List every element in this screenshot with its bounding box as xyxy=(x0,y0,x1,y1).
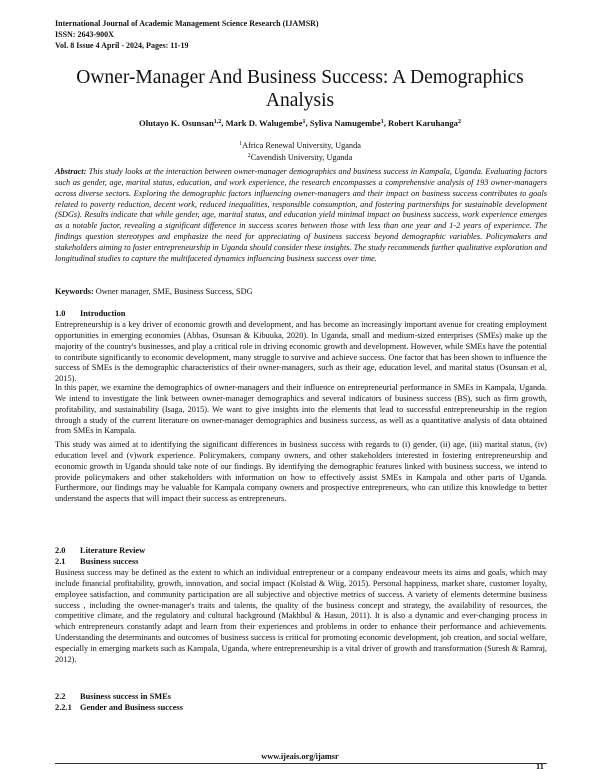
author xyxy=(310,118,388,128)
section-heading-literature-review xyxy=(55,546,145,555)
author-separator: , xyxy=(383,118,389,128)
affiliation-mark: 1 xyxy=(239,141,243,147)
affiliation-mark: 2 xyxy=(247,153,251,159)
author-name: Olutayo K. Osunsan xyxy=(139,118,214,128)
affiliation xyxy=(40,151,560,163)
author-affiliation-mark: 2 xyxy=(457,119,461,125)
page-number: 11 xyxy=(536,762,544,771)
title-line-2: Analysis xyxy=(265,90,335,111)
author xyxy=(388,118,461,128)
section-number: 2.2.1 xyxy=(55,703,72,712)
paragraph-business-success: Business success may be defined as the extent to which an individual entrepreneur or a company endeavour meets its aims and goals, which may include financial profitability, growth, innovation, and social impact (Kolstad & Wiig, 2015). Personal happiness, market share, customer loyalty, employee satisfaction, and community participation are all subjective and objective metrics of success. A variety of elements determine business success , including the owner-manager's traits and talents, the quality of the business concept and strategy, the availability of resources, the competitive climate, and the regulatory and cultural background (Makhbul & Hasun, 2011). It is also a dynamic and ever-changing process in which entrepreneurs constantly adapt and learn from their experiences and problems in order to enhance their performance and achievements. Understanding the determinants and outcomes of business success is critical for promoting economic development, job creation, and social welfare, especially in emerging markets such as Kampala, Uganda, where entrepreneurship is a vital driver of growth and transformation (Suresh & Ramraj, 2012). xyxy=(55,568,547,664)
footer-url[interactable]: www.ijeais.org/ijamsr xyxy=(261,752,339,761)
author xyxy=(226,118,310,128)
section-title: Business success xyxy=(80,557,139,566)
section-number: 2.0 xyxy=(55,546,66,555)
author-name: Mark D. Walugembe xyxy=(225,118,303,128)
author-list xyxy=(40,118,560,128)
paragraph-intro-3: This study was aimed at to identifying the significant differences in business success with regards to (i) gender, (ii) age, (iii) marital status, (iv) education level and (v)work experience. Policymakers, company owners, and other stakeholders interested in fostering entrepreneurship and economic growth in Uganda should take note of our findings. By identifying the demographic features linked with business success, we intend to provide policymakers and other stakeholders with information on how to effectively assist SMEs in Kampala and other parts of Uganda. Furthermore, our findings may be valuable for Kampala company owners and prospective entrepreneurs, who can utilize this knowledge to better understand the aspects that will impact their success as entrepreneurs. xyxy=(55,440,547,504)
author-affiliation-mark: 1 xyxy=(380,119,384,125)
section-heading-introduction xyxy=(55,309,125,318)
affiliation-text: Africa Renewal University, Uganda xyxy=(242,141,361,150)
abstract xyxy=(55,167,547,265)
paper-title xyxy=(40,66,560,112)
paragraph-intro-1: Entrepreneurship is a key driver of economic growth and development, and has become an increasingly important avenue for creating employment opportunities in emerging economies (Abbas, Osunsan & Kibuuka, 2020). In Uganda, small and medium-sized enterprises (SMEs) make up the majority of the country's businesses, and play a critical role in driving economic growth and development. However, while SMEs have the potential to contribute significantly to economic development, many struggle to survive and achieve success. One factor that has been shown to influence the success of SMEs is the demographic characteristics of their owner-managers, such as their age, education level, and marital status (Osunsan et al, 2015). xyxy=(55,320,547,384)
abstract-label: Abstract: xyxy=(55,167,87,176)
section-heading-gender-business-success xyxy=(55,703,183,712)
section-heading-business-success-smes xyxy=(55,692,171,701)
section-number: 2.1 xyxy=(55,557,66,566)
affiliations xyxy=(40,139,560,163)
author-separator: , xyxy=(221,118,226,128)
author xyxy=(139,118,226,128)
journal-name: International Journal of Academic Management Science Research (IJAMSR) xyxy=(55,19,319,28)
keywords-label: Keywords: xyxy=(55,287,94,296)
paragraph-intro-2: In this paper, we examine the demographics of owner-managers and their influence on entrepreneurial performance in SMEs in Kampala, Uganda. We intend to investigate the link between owner-manager demographics and several indicators of business success (BS), such as firm growth, profitability, and sustainability (Isaga, 2015). We want to give insights into the elements that lead to successful entrepreneurship in the region through a study of the current literature on owner-manager demographics and business success, as well as a quantitative analysis of data obtained from SMEs in Kampala. xyxy=(55,383,547,436)
author-separator: , xyxy=(305,118,310,128)
author-name: Robert Karuhanga xyxy=(388,118,458,128)
keywords xyxy=(55,287,547,296)
title-line-1: Owner-Manager And Business Success: A Demographics xyxy=(76,67,524,88)
author-affiliation-mark: 1,2 xyxy=(213,119,222,125)
affiliation-text: Cavendish University, Uganda xyxy=(250,153,353,162)
author-affiliation-mark: 1 xyxy=(302,119,306,125)
section-number: 1.0 xyxy=(55,309,66,318)
author-name: Syliva Namugembe xyxy=(309,118,381,128)
section-title: Literature Review xyxy=(80,546,146,555)
affiliation xyxy=(40,139,560,151)
section-title: Business success in SMEs xyxy=(80,692,171,701)
footer-divider xyxy=(55,763,547,764)
section-heading-business-success xyxy=(55,557,138,566)
section-title: Gender and Business success xyxy=(80,703,183,712)
journal-header xyxy=(55,18,319,51)
keywords-text: Owner manager, SME, Business Success, SDG xyxy=(93,287,253,296)
journal-volume: Vol. 8 Issue 4 April - 2024, Pages: 11-19 xyxy=(55,41,189,50)
journal-issn: ISSN: 2643-900X xyxy=(55,30,114,39)
section-number: 2.2 xyxy=(55,692,66,701)
section-title: Introduction xyxy=(80,309,126,318)
abstract-text: This study looks at the interaction between owner-manager demographics and business success in Kampala, Uganda. Evaluating factors such as gender, age, marital status, education, and work experience, the research encompasses a comprehensive analysis of 193 owner-managers across diverse sectors. Exploring the demographic factors influencing owner-managers and their impact on business success contributes to goals related to poverty reduction, decent work, reduced inequalities, responsible consumption, and fostering partnerships for sustainable development (SDGs). Results indicate that while gender, age, marital status, and education yield minimal impact on business success, work experience emerges as a notable factor, revealing a significant difference in success scores between those with less than one year and 1-2 years of experience. The findings question stereotypes and emphasize the need for appreciating of business success beyond demographic variables. Policymakers and stakeholders aiming to foster entrepreneurship in Uganda should consider these insights. The study recommends further qualitative exploration and longitudinal studies to capture the multifaceted dynamics influencing business success over time. xyxy=(55,167,547,263)
